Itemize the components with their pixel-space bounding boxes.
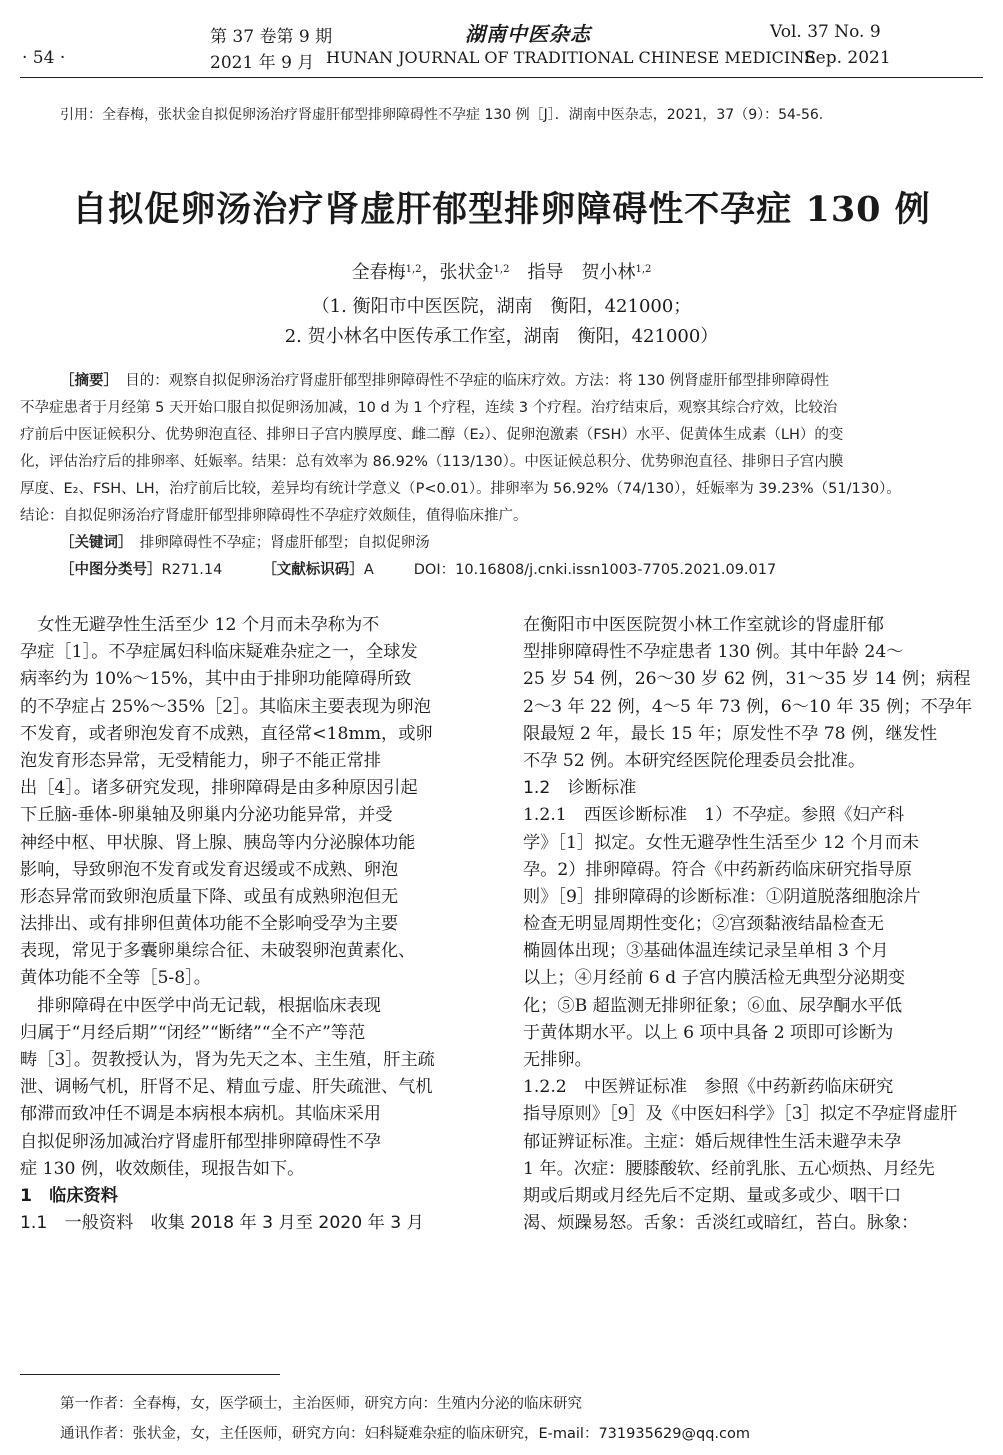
body-line: 的不孕症占 25%～35%［2］。其临床主要表现为卵泡 xyxy=(20,696,431,717)
body-line: 学》［1］拟定。女性无避孕性生活至少 12 个月而未 xyxy=(523,832,920,853)
abstract-label: ［摘要］ xyxy=(60,373,111,389)
volume-cn: 第 37 卷第 9 期 xyxy=(210,27,333,47)
journal-logo: 湖南中医杂志 xyxy=(465,22,591,46)
journal-name-en: HUNAN JOURNAL OF TRADITIONAL CHINESE MEDICINE xyxy=(326,48,816,67)
doccode-label: ［文献标识码］ xyxy=(262,562,364,578)
body-line: 不孕 52 例。本研究经医院伦理委员会批准。 xyxy=(523,750,866,771)
abstract-line: 厚度、E₂、FSH、LH，治疗前后比较，差异均有统计学意义（P<0.01）。排卵率为 56.92%（74/130），妊娠率为 39.23%（51/130）。 xyxy=(20,481,901,497)
citation: 引用：全春梅，张状金自拟促卵汤治疗肾虚肝郁型排卵障碍性不孕症 130 例［J］．湖南中医杂志，2021，37（9）：54-56. xyxy=(60,107,824,123)
author-1: 全春梅 xyxy=(351,262,406,283)
body-line: 归属于“月经后期”“闭经”“断绪”“全不产”等范 xyxy=(20,1022,366,1043)
body-line: 在衡阳市中医医院贺小林工作室就诊的肾虚肝郁 xyxy=(523,615,884,635)
body-line: 限最短 2 年，最长 15 年；原发性不孕 78 例，继发性 xyxy=(523,723,938,744)
volume-en: Vol. 37 No. 9 xyxy=(770,22,881,42)
abstract-line: 不孕症患者于月经第 5 天开始口服自拟促卵汤加减，10 d 为 1 个疗程，连续 3 个疗程。治疗结束后，观察其综合疗效，比较治 xyxy=(20,400,838,416)
advisor: 指导 贺小林 xyxy=(527,262,636,283)
left-column xyxy=(20,612,482,1237)
affiliation-2: 2. 贺小林名中医传承工作室，湖南 衡阳，421000） xyxy=(284,326,719,347)
body-line: 郁证辨证标准。主症：婚后规律性生活未避孕未孕 xyxy=(523,1131,902,1152)
body-line: 表现，常见于多囊卵巢综合征、未破裂卵泡黄素化、 xyxy=(20,941,416,962)
body-line: 期或后期或月经先后不定期、量或多或少、咽干口 xyxy=(523,1185,902,1206)
author-1-affil: 1,2 xyxy=(405,264,422,275)
doi: DOI：10.16808/j.cnki.issn1003-7705.2021.09.017 xyxy=(413,562,777,578)
body-line: 下丘脑-垂体-卵巢轴及卵巢内分泌功能异常，并受 xyxy=(20,805,393,826)
first-author-note: 第一作者：全春梅，女，医学硕士，主治医师，研究方向：生殖内分泌的临床研究 xyxy=(60,1396,582,1412)
body-line: 孕症［1］。不孕症属妇科临床疑难杂症之一，全球发 xyxy=(20,642,418,663)
abstract-line: 结论：自拟促卵汤治疗肾虚肝郁型排卵障碍性不孕症疗效颇佳，值得临床推广。 xyxy=(20,508,528,524)
body-line: 渴、烦躁易怒。舌象：舌淡红或暗红，苔白。脉象： xyxy=(523,1213,919,1234)
body-line: 25 岁 54 例，26～30 岁 62 例，31～35 岁 14 例；病程 xyxy=(523,669,971,690)
body-line: 黄体功能不全等［5-8］。 xyxy=(20,968,211,989)
subsection-heading: 1.2 诊断标准 xyxy=(523,778,637,799)
body-line: 指导原则》［9］及《中医妇科学》［3］拟定不孕症肾虚肝 xyxy=(523,1104,958,1125)
body-line: 检查无明显周期性变化；②宫颈黏液结晶检查无 xyxy=(523,914,884,935)
subsection-heading: 1.1 一般资料 收集 2018 年 3 月至 2020 年 3 月 xyxy=(20,1213,424,1234)
body-line: 孕。2）排卵障碍。符合《中药新药临床研究指导原 xyxy=(523,859,913,880)
right-column xyxy=(523,612,985,1237)
author-2-affil: 1,2 xyxy=(493,264,510,275)
clc-label: ［中图分类号］ xyxy=(60,562,162,578)
header-rule xyxy=(20,77,983,78)
author-line xyxy=(0,258,1003,284)
section-heading: 1 临床资料 xyxy=(20,1185,118,1206)
body-line: 影响，导致卵泡不发育或发育迟缓或不成熟、卵泡 xyxy=(20,859,399,880)
body-line: 泄、调畅气机，肝肾不足、精血亏虚、肝失疏泄、气机 xyxy=(20,1077,433,1098)
page-title: 自拟促卵汤治疗肾虚肝郁型排卵障碍性不孕症 130 例 xyxy=(72,189,931,230)
page-number: · 54 · xyxy=(22,48,66,68)
abstract-line: 疗前后中医证候积分、优势卵泡直径、排卵日子宫内膜厚度、雌二醇（E₂）、促卵泡激素（FSH）水平、促黄体生成素（LH）的变 xyxy=(20,427,844,443)
body-line: 神经中枢、甲状腺、肾上腺、胰岛等内分泌腺体功能 xyxy=(20,832,416,853)
corresponding-author-note: 通讯作者：张状金，女，主任医师，研究方向：妇科疑难杂症的临床研究，E-mail：731935629@qq.com xyxy=(60,1426,750,1442)
body-line: 出［4］。诸多研究发现，排卵障碍是由多种原因引起 xyxy=(20,778,418,799)
keywords-label: ［关键词］ xyxy=(60,535,126,551)
body-line: 症 130 例，收效颇佳，现报告如下。 xyxy=(20,1158,305,1179)
body-line: 排卵障碍在中医学中尚无记载，根据临床表现 xyxy=(20,995,381,1016)
body-line: 2～3 年 22 例，4～5 年 73 例，6～10 年 35 例；不孕年 xyxy=(523,696,973,717)
body-line: 1 年。次症：腰膝酸软、经前乳胀、五心烦热、月经先 xyxy=(523,1158,935,1179)
abstract-line: ［摘要］ 目的：观察自拟促卵汤治疗肾虚肝郁型排卵障碍性不孕症的临床疗效。方法：将 130 例肾虚肝郁型排卵障碍性 xyxy=(60,373,830,389)
body-line: 则》［9］排卵障碍的诊断标准：①阴道脱落细胞涂片 xyxy=(523,886,921,907)
body-line: 椭圆体出现；③基础体温连续记录呈单相 3 个月 xyxy=(523,941,889,962)
body-line: 法排出、或有排卵但黄体功能不全影响受孕为主要 xyxy=(20,914,399,935)
affiliation-1: （1. 衡阳市中医医院，湖南 衡阳，421000； xyxy=(311,296,692,317)
body-line: 无排卵。 xyxy=(523,1050,592,1070)
body-line: 郁滞而致冲任不调是本病根本病机。其临床采用 xyxy=(20,1104,381,1125)
clc-value: R271.14 xyxy=(161,562,223,578)
body-line: 自拟促卵汤加减治疗肾虚肝郁型排卵障碍性不孕 xyxy=(20,1131,381,1152)
date-en: Sep. 2021 xyxy=(804,48,891,68)
abstract-line: 化，评估治疗后的排卵率、妊娠率。结果：总有效率为 86.92%（113/130）。中医证候总积分、优势卵泡直径、排卵日子宫内膜 xyxy=(20,454,844,470)
body-line: 形态异常而致卵泡质量下降、或虽有成熟卵泡但无 xyxy=(20,886,399,907)
body-line: 型排卵障碍性不孕症患者 130 例。其中年龄 24～ xyxy=(523,642,904,663)
doccode-value: A xyxy=(363,562,374,578)
body-line: 以上；④月经前 6 d 子宫内膜活检无典型分泌期变 xyxy=(523,968,906,989)
author-2: ，张状金 xyxy=(421,262,494,283)
body-line: 畴［3］。贺教授认为，肾为先天之本、主生殖，肝主疏 xyxy=(20,1050,435,1070)
body-line: 女性无避孕性生活至少 12 个月而未孕称为不 xyxy=(20,615,380,635)
body-line: 化；⑤B 超监测无排卵征象；⑥血、尿孕酮水平低 xyxy=(523,995,903,1016)
body-line: 泡发育形态异常，无受精能力，卵子不能正常排 xyxy=(20,750,381,771)
footnote-rule xyxy=(20,1374,280,1375)
body-line: 不发育，或者卵泡发育不成熟，直径常<18mm，或卵 xyxy=(20,723,433,744)
classification xyxy=(20,557,985,584)
keywords: ［关键词］ 排卵障碍性不孕症；肾虚肝郁型；自拟促卵汤 xyxy=(60,535,430,551)
advisor-affil: 1,2 xyxy=(635,264,652,275)
body-line: 1.2.2 中医辨证标准 参照《中药新药临床研究 xyxy=(523,1077,894,1098)
body-line: 病率约为 10%～15%，其中由于排卵功能障碍所致 xyxy=(20,669,412,690)
date-cn: 2021 年 9 月 xyxy=(210,53,315,73)
body-line: 1.2.1 西医诊断标准 1）不孕症。参照《妇产科 xyxy=(523,805,905,826)
body-line: 于黄体期水平。以上 6 项中具备 2 项即可诊断为 xyxy=(523,1022,894,1043)
abstract xyxy=(20,368,985,584)
